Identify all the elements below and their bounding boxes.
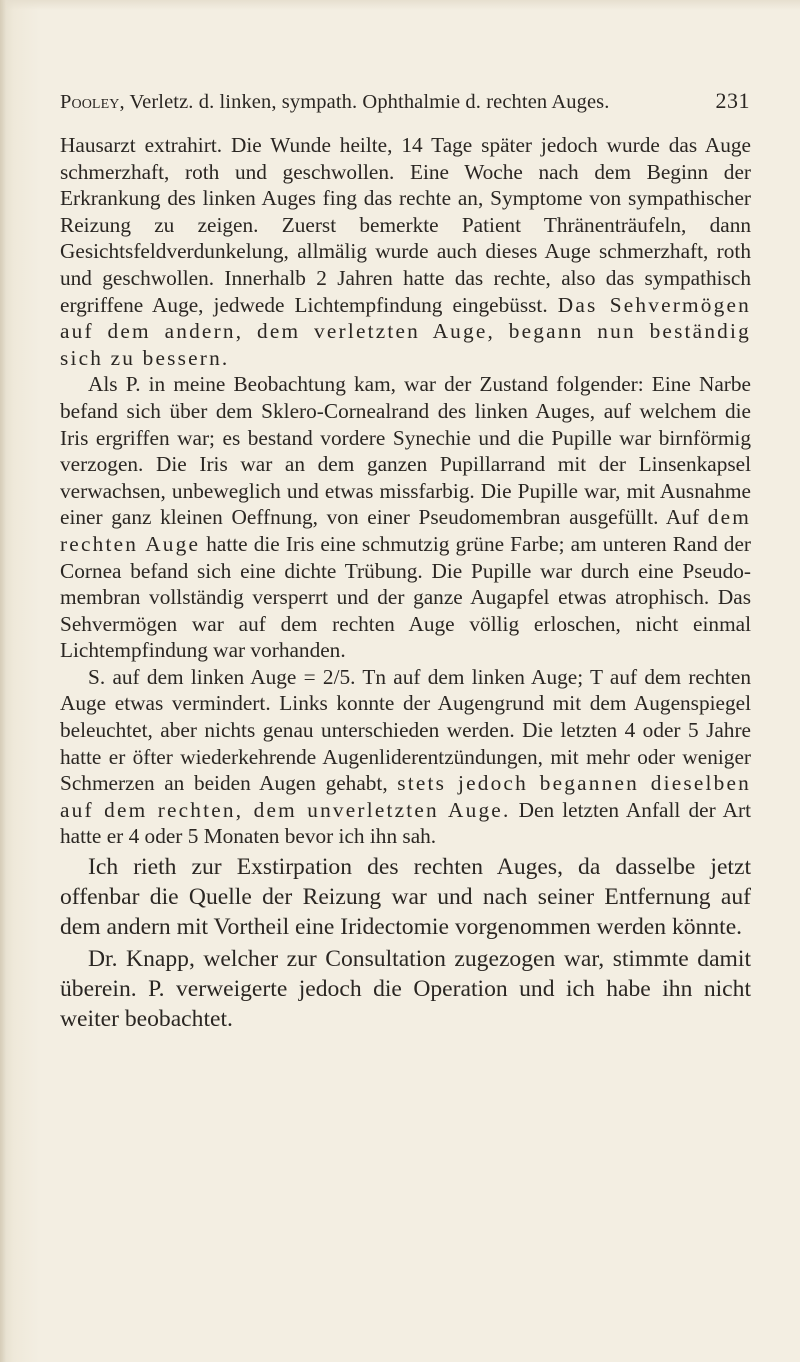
paragraph-3-text-b: Den letzten Anfall der Art hatte er 4 oder 5 Monaten bevor ich ihn sah. bbox=[60, 797, 751, 849]
paragraph-5: Dr. Knapp, welcher zur Consultation zugezogen war, stimmte damit überein. P. verweigerte jedoch die Operation und ich habe ihn nicht weiter beobachtet. bbox=[60, 946, 751, 1033]
running-title-text: , Verletz. d. linken, sympath. Ophthalmie d. rechten Auges. bbox=[119, 91, 610, 113]
paragraph-2-spaced: dem rechten Auge bbox=[60, 505, 751, 556]
paragraph-1-spaced: Das Sehvermögen auf dem andern, dem verletzten Auge, begann nun beständig sich zu bessern. bbox=[60, 292, 752, 370]
paragraph-1 bbox=[60, 132, 751, 371]
page-number: 231 bbox=[715, 88, 750, 113]
author-name: Pooley bbox=[60, 91, 120, 113]
paragraph-3-text-a: S. auf dem linken Auge = 2/5. Tn auf dem linken Auge; T auf dem rechten Auge etwas vermindert. Links konnte der Augengrund mit dem Augenspiegel beleuchtet, aber nichts genau unterschieden werden. Die letzten 4 oder 5 Jahre hatte er öfter wiederkehrende Augenliderentzündungen, mit mehr oder weniger Schmerzen an beiden Augen gehabt, bbox=[60, 664, 751, 796]
paragraph-3-spaced: stets jedoch begannen dieselben auf dem rechten, dem unverletzten Auge. bbox=[60, 771, 751, 822]
paragraph-3 bbox=[60, 664, 751, 850]
paragraph-2-text-a: Als P. in meine Beobachtung kam, war der Zustand folgender: Eine Narbe befand sich über dem Sklero-Cornealrand des linken Auges, auf welchem die Iris ergriffen war; es bestand vordere Synechie und die Pupille war birnförmig verzogen. Die Iris war an dem ganzen Pupillarrand mit der Linsenkapsel verwachsen, unbeweglich und etwas missfarbig. Die Pupille war, mit Ausnahme einer ganz kleinen Oeffnung, von einer Pseudomembran ausgefüllt. Auf bbox=[60, 372, 751, 530]
paragraph-4: Ich rieth zur Exstirpation des rechten Auges, da dasselbe jetzt offenbar die Quelle der Reizung war und nach seiner Entfernung auf dem andern mit Vortheil eine Iridectomie vorgenommen werden könnte. bbox=[60, 854, 751, 941]
paragraph-2 bbox=[60, 371, 751, 664]
paragraph-2-text-b: hatte die Iris eine schmutzig grüne Farbe; am unteren Rand der Cornea befand sich eine dichte Trübung. Die Pupille war durch eine Pseudomembran vollständig versperrt und der ganze Augapfel etwas atrophisch. Das Sehvermögen war auf dem rechten Auge völlig erloschen, nicht einmal Lichtempfindung war vorhanden. bbox=[60, 531, 751, 663]
body-text bbox=[60, 132, 751, 1034]
paragraph-1-text: Hausarzt extrahirt. Die Wunde heilte, 14 Tage später jedoch wurde das Auge schmerzhaft, roth und geschwollen. Eine Woche nach dem Beginn der Erkrankung des linken Auges fing das rechte an, Symptome von sympathischer Reizung zu zeigen. Zuerst bemerkte Patient Thränenträufeln, dann Gesichtsfeldverdunkelung, allmälig wurde auch dieses Auge schmerzhaft, roth und geschwollen. Innerhalb 2 Jahren hatte das rechte, also das sympathisch ergriffene Auge, jedwede Lichtempfindung eingebüsst. bbox=[60, 133, 751, 317]
gutter-shadow bbox=[0, 0, 6, 1362]
running-title bbox=[60, 91, 609, 114]
running-head bbox=[60, 88, 750, 116]
